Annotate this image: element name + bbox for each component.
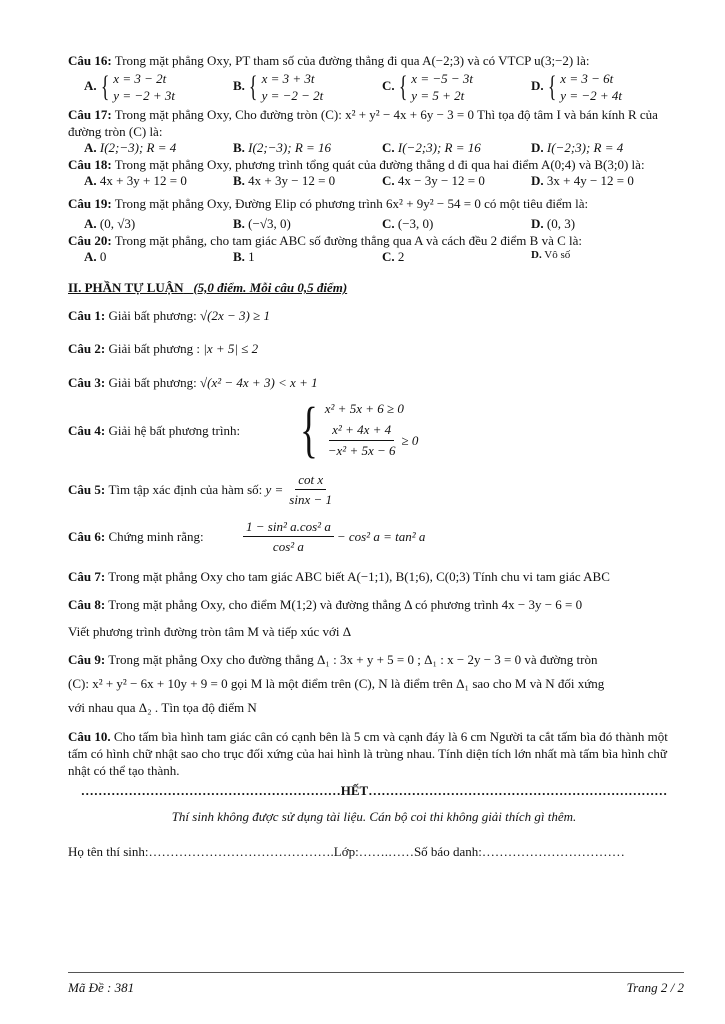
question-label: Câu 18: — [68, 157, 112, 172]
option-text: I(−2;3); R = 16 — [397, 140, 481, 155]
system-line: y = 5 + 2t — [411, 88, 465, 103]
part-heading-title: II. PHẦN TỰ LUẬN — [68, 280, 184, 295]
option-label: B. — [233, 216, 245, 231]
footer-divider — [68, 972, 684, 973]
question-label: Câu 4: — [68, 422, 106, 438]
essay-q3 — [68, 374, 680, 391]
option-text: I(−2;3); R = 4 — [546, 140, 624, 155]
option-text: 0 — [99, 249, 107, 264]
options-20 — [68, 249, 680, 265]
fraction-numerator: 1 − sin² a.cos² a — [243, 518, 334, 537]
question-math: √(2x − 3) ≥ 1 — [200, 308, 270, 323]
option-text: 3x + 4y − 12 = 0 — [546, 173, 634, 188]
option-a — [84, 70, 233, 104]
option-text: I(2;−3); R = 16 — [248, 140, 332, 155]
option-label: B. — [233, 140, 245, 155]
essay-q1 — [68, 307, 680, 324]
essay-q8-line2: Viết phương trình đường tròn tâm M và tiếp xúc với Δ — [68, 624, 352, 639]
identity-rest: − cos² a = tan² a — [336, 529, 426, 544]
option-c — [382, 173, 531, 189]
question-text: Trong mặt phẳng Oxy cho đường thẳng Δ₁ : 3x + y + 5 = 0 ; Δ₁ : x − 2y − 3 = 0 và đường tròn — [108, 652, 598, 667]
essay-q5 — [68, 471, 680, 508]
option-text: 4x − 3y − 12 = 0 — [397, 173, 485, 188]
essay-q8 — [68, 596, 680, 613]
option-label: D. — [531, 140, 544, 155]
option-b — [233, 249, 382, 265]
param-system: { x = −5 − 3t y = 5 + 2t — [398, 70, 473, 103]
question-label: Câu 9: — [68, 652, 106, 667]
option-label: C. — [382, 77, 395, 93]
option-c — [382, 140, 531, 156]
param-system: { x = 3 − 2t y = −2 + 3t — [100, 70, 175, 103]
essay-q9 — [68, 651, 680, 668]
question-20 — [68, 232, 680, 249]
option-label: D. — [531, 249, 542, 261]
question-text: Cho tấm bìa hình tam giác cân có cạnh bên là 5 cm và cạnh đáy là 6 cm Người ta cắt tấm bìa đó thành một tấm có hình chữ nhật sao cho trục đối xứng của hai hình là trùng nhau. Tính diện tích lớn nhất mà tấm bìa hình chữ nhật có thể tạo thành. — [68, 729, 668, 778]
fraction-numerator: cot x — [295, 471, 326, 490]
system-line: x = −5 − 3t — [411, 71, 473, 86]
question-16 — [68, 52, 680, 69]
option-d — [531, 216, 680, 232]
option-c — [382, 249, 531, 265]
fraction-denominator: sinx − 1 — [289, 492, 333, 507]
option-d — [531, 249, 680, 265]
question-stem: Trong mặt phẳng Oxy, phương trình tổng quát của đường thẳng d đi qua hai điểm A(0;4) và B(3;0) là: — [114, 157, 645, 172]
option-b — [233, 70, 382, 104]
question-label: Câu 2: — [68, 341, 106, 356]
question-label: Câu 17: — [68, 107, 112, 122]
options-17 — [68, 140, 680, 156]
question-label: Câu 16: — [68, 53, 112, 68]
question-17 — [68, 106, 680, 140]
question-math: √(x² − 4x + 3) < x + 1 — [200, 375, 318, 390]
system-line: x = 3 − 6t — [560, 71, 614, 86]
option-text: 1 — [248, 249, 255, 264]
option-a — [84, 249, 233, 265]
option-label: B. — [233, 249, 245, 264]
option-label: D. — [531, 173, 544, 188]
option-text: 4x + 3y + 12 = 0 — [99, 173, 187, 188]
option-text: I(2;−3); R = 4 — [99, 140, 177, 155]
option-b — [233, 216, 382, 232]
page-number: Trang 2 / 2 — [626, 980, 684, 995]
system-line: y = −2 + 4t — [560, 88, 622, 103]
question-text: Giải hệ bất phương trình: — [108, 422, 241, 438]
option-text: (0, √3) — [99, 216, 136, 231]
option-text: (−3, 0) — [397, 216, 434, 231]
question-18 — [68, 156, 680, 173]
essay-q9-line2: (C): x² + y² − 6x + 10y + 9 = 0 gọi M là một điểm trên (C), N là điểm trên Δ₁ sao cho M và N đối xứng — [68, 676, 605, 691]
options-18 — [68, 173, 680, 189]
system-rhs: ≥ 0 — [401, 432, 419, 448]
function-lhs: y = — [265, 482, 284, 497]
option-label: C. — [382, 249, 395, 264]
option-text: 2 — [397, 249, 405, 264]
system-line: x² + 5x + 6 ≥ 0 — [324, 401, 404, 416]
question-label: Câu 19: — [68, 196, 112, 211]
option-d — [531, 140, 680, 156]
question-label: Câu 20: — [68, 233, 112, 248]
part-heading — [68, 279, 680, 296]
option-c — [382, 216, 531, 232]
param-system: { x = 3 − 6t y = −2 + 4t — [547, 70, 622, 103]
question-label: Câu 1: — [68, 308, 106, 323]
question-label: Câu 10. — [68, 729, 111, 744]
option-label: A. — [84, 173, 97, 188]
question-text: Tìm tập xác định của hàm số: — [108, 482, 263, 497]
question-text: Trong mặt phẳng Oxy, cho điểm M(1;2) và đường thẳng Δ có phương trình 4x − 3y − 6 = 0 — [108, 597, 583, 612]
option-a — [84, 216, 233, 232]
option-label: A. — [84, 77, 97, 93]
option-text: 4x + 3y − 12 = 0 — [248, 173, 336, 188]
exam-code: Mã Đề : 381 — [68, 980, 135, 995]
option-d — [531, 70, 680, 104]
exam-note: Thí sinh không được sử dụng tài liệu. Cán bộ coi thi không giải thích gì thêm. — [171, 809, 577, 824]
option-label: B. — [233, 173, 245, 188]
fraction-denominator: −x² + 5x − 6 — [327, 443, 396, 458]
option-c — [382, 70, 531, 104]
essay-q7 — [68, 568, 680, 585]
option-label: D. — [531, 216, 544, 231]
options-19 — [68, 216, 680, 232]
question-text: Chứng minh rằng: — [108, 529, 204, 544]
option-label: C. — [382, 140, 395, 155]
essay-q4 — [68, 396, 680, 464]
option-label: D. — [531, 77, 544, 93]
question-label: Câu 8: — [68, 597, 106, 612]
option-label: C. — [382, 173, 395, 188]
question-text: Giải bất phương: — [108, 308, 197, 323]
question-text: Giải bất phương: — [108, 375, 197, 390]
question-text: Trong mặt phẳng Oxy cho tam giác ABC biết A(−1;1), B(1;6), C(0;3) Tính chu vi tam giác ABC — [108, 569, 610, 584]
question-label: Câu 3: — [68, 375, 106, 390]
question-stem: Trong mặt phẳng Oxy, Cho đường tròn (C): x² + y² − 4x + 6y − 3 = 0 Thì tọa độ tâm I và bán kính R của đường tròn (C) là: — [68, 107, 658, 139]
question-19 — [68, 195, 680, 212]
option-text: Vô số — [544, 249, 571, 261]
system-line: x = 3 − 2t — [113, 71, 167, 86]
fraction-numerator: x² + 4x + 4 — [329, 421, 394, 441]
options-16 — [68, 70, 680, 104]
option-text: (−√3, 0) — [248, 216, 291, 231]
param-system: { x = 3 + 3t y = −2 − 2t — [249, 70, 324, 103]
question-text: Giải bất phương : — [108, 341, 200, 356]
end-separator: ……………………………………………………HẾT…………………………………………………………… — [80, 783, 668, 798]
option-label: A. — [84, 140, 97, 155]
system-line: y = −2 − 2t — [261, 88, 324, 103]
option-a — [84, 173, 233, 189]
page-footer — [68, 980, 684, 996]
option-label: B. — [233, 77, 245, 93]
student-info-line: Họ tên thí sinh:…………………………………….Lớp:…….……Số báo danh:…………………………… — [68, 844, 625, 859]
option-a — [84, 140, 233, 156]
question-label: Câu 5: — [68, 482, 106, 497]
fraction-denominator: cos² a — [272, 539, 304, 554]
essay-q10 — [68, 728, 680, 779]
option-label: A. — [84, 216, 97, 231]
essay-q2 — [68, 340, 680, 357]
part-heading-note: (5,0 điểm. Mỗi câu 0,5 điểm) — [193, 280, 348, 295]
system-line: y = −2 + 3t — [113, 88, 175, 103]
question-stem: Trong mặt phẳng Oxy, PT tham số của đường thẳng đi qua A(−2;3) và có VTCP u(3;−2) là: — [114, 53, 590, 68]
question-stem: Trong mặt phẳng, cho tam giác ABC số đường thẳng qua A và cách đều 2 điểm B và C là: — [114, 233, 583, 248]
option-label: A. — [84, 249, 97, 264]
system-line: x = 3 + 3t — [261, 71, 315, 86]
exam-page — [68, 52, 680, 860]
question-math: |x + 5| ≤ 2 — [203, 341, 259, 356]
essay-q6 — [68, 518, 680, 555]
question-label: Câu 6: — [68, 529, 106, 544]
essay-q9-line3: với nhau qua Δ₂ . Tìn tọa độ điểm N — [68, 700, 257, 715]
option-b — [233, 173, 382, 189]
option-text: (0, 3) — [546, 216, 576, 231]
question-stem: Trong mặt phẳng Oxy, Đường Elip có phương trình 6x² + 9y² − 54 = 0 có một tiêu điểm là: — [114, 196, 589, 211]
question-label: Câu 7: — [68, 569, 106, 584]
option-b — [233, 140, 382, 156]
option-label: C. — [382, 216, 395, 231]
inequality-system: { x² + 5x + 6 ≥ 0 $\frac{\text{x² + 4x + 4}}{\text{−x² + 5x − 6}}$ ≥ 0 — [299, 396, 419, 464]
option-d — [531, 173, 680, 189]
